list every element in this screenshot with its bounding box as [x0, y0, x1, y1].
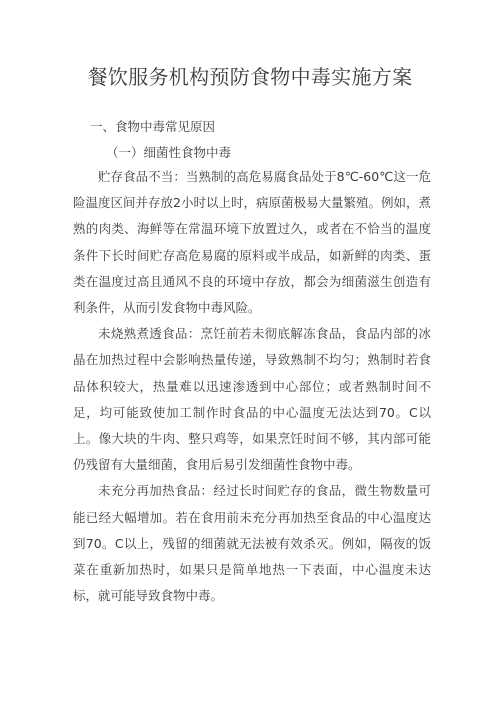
paragraph-insufficient-reheating: 未充分再加热食品：经过长时间贮存的食品，微生物数量可能已经大幅增加。若在食用前未充分再加热至食品的中心温度达到70。C以上，残留的细菌就无法被有效杀灭。例如，隔夜的饭菜在重新加热时，如果只是简单地热一下表面，中心温度未达标，就可能导致食物中毒。: [73, 483, 431, 604]
paragraph-undercooked-food: 未烧熟煮透食品：烹饪前若未彻底解冻食品，食品内部的冰晶在加热过程中会影响热量传递，导致熟制不均匀；熟制时若食品体积较大，热量难以迅速渗透到中心部位；或者熟制时间不足，均可能致使加工制作时食品的中心温度无法达到70。C以上。像大块的牛肉、整只鸡等，如果烹饪时间不够，其内部可能仍残留有大量细菌，食用后易引发细菌性食物中毒。: [73, 326, 431, 473]
document-title: 餐饮服务机构预防食物中毒实施方案: [87, 65, 413, 89]
section-heading: 一、食物中毒常见原因: [90, 119, 216, 134]
subsection-heading: （一）细菌性食物中毒: [106, 145, 232, 160]
document-body: [73, 164, 431, 609]
paragraph-improper-storage: 贮存食品不当：当熟制的高危易腐食品处于8℃-60℃这一危险温度区间并存放2小时以上时，病原菌极易大量繁殖。例如，煮熟的肉类、海鲜等在常温环境下放置过久，或者在不恰当的温度条件下长时间贮存高危易腐的原料或半成品，如新鲜的肉类、蛋类在温度过高且通风不良的环境中存放，都会为细菌滋生创造有利条件，从而引发食物中毒风险。: [73, 169, 431, 316]
